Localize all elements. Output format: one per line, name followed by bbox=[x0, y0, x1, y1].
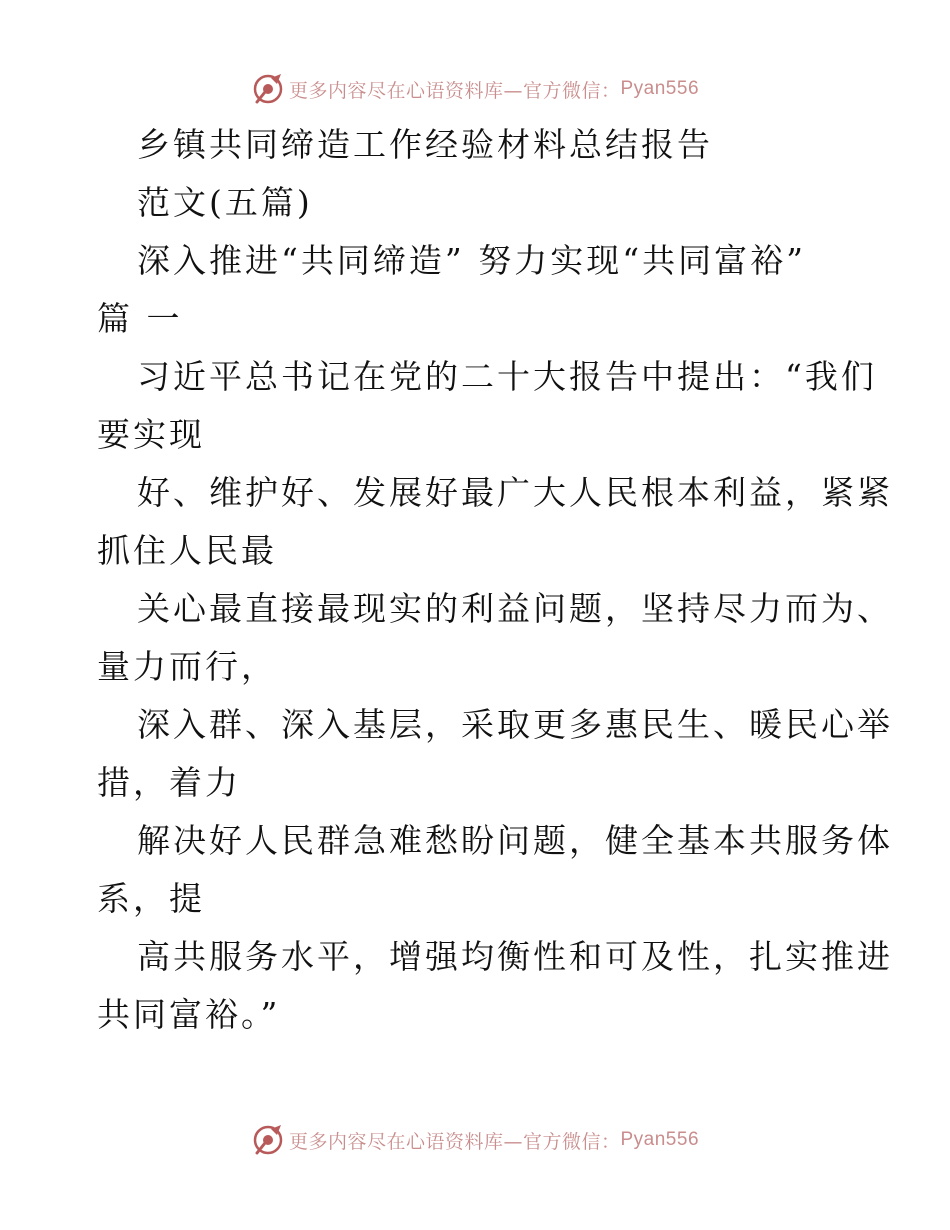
paragraph-line: 深入群、深入基层，采取更多惠民生、暖民心举 bbox=[137, 705, 893, 744]
paragraph-line: 要实现 bbox=[97, 415, 205, 454]
document-body bbox=[97, 116, 893, 1044]
document-title-line-2: 范文(五篇) bbox=[137, 183, 313, 222]
footer-banner bbox=[0, 1123, 950, 1157]
paragraph-line: 好、维护好、发展好最广大人民根本利益，紧紧 bbox=[137, 473, 893, 512]
footer-banner-text: 更多内容尽在心语资料库—官方微信： bbox=[288, 1130, 621, 1153]
paragraph-line: 共同富裕。” bbox=[97, 995, 281, 1034]
document-title-line-1: 乡镇共同缔造工作经验材料总结报告 bbox=[137, 125, 713, 164]
quill-seal-icon bbox=[251, 1123, 285, 1157]
article-heading: 深入推进“共同缔造” 努力实现“共同富裕” bbox=[137, 241, 806, 280]
header-banner-text: 更多内容尽在心语资料库—官方微信： bbox=[288, 79, 621, 102]
paragraph-line: 措，着力 bbox=[97, 763, 241, 802]
paragraph-line: 习近平总书记在党的二十大报告中提出：“我们 bbox=[137, 357, 877, 396]
header-banner bbox=[0, 72, 950, 106]
quill-seal-icon bbox=[251, 72, 285, 106]
paragraph-line: 量力而行， bbox=[97, 647, 277, 686]
paragraph-line: 抓住人民最 bbox=[97, 531, 277, 570]
paragraph-line: 解决好人民群急难愁盼问题，健全基本共服务体 bbox=[137, 821, 893, 860]
section-label: 篇 一 bbox=[97, 299, 183, 338]
footer-banner-id: Pyan556 bbox=[620, 1129, 700, 1150]
header-banner-id: Pyan556 bbox=[620, 78, 700, 99]
paragraph-line: 高共服务水平，增强均衡性和可及性，扎实推进 bbox=[137, 937, 893, 976]
paragraph-line: 系，提 bbox=[97, 879, 205, 918]
paragraph-line: 关心最直接最现实的利益问题，坚持尽力而为、 bbox=[137, 589, 893, 628]
